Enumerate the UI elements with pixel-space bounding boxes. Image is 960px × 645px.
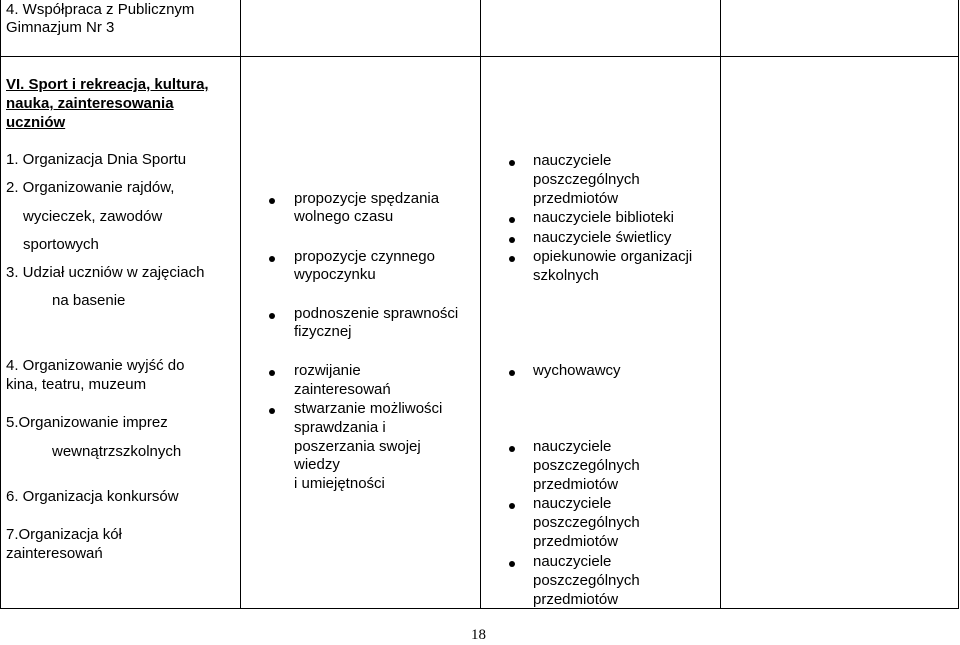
list-item: wewnątrzszkolnych (52, 443, 182, 460)
bullet-text: opiekunowie organizacji (533, 248, 693, 265)
bullet-icon (269, 313, 275, 319)
column-divider-3 (720, 0, 721, 609)
bullet-text: poszczególnych (533, 572, 640, 589)
row-divider (0, 56, 958, 57)
list-item: 7.Organizacja kół (6, 526, 122, 543)
bullet-text: wiedzy (294, 456, 340, 473)
bullet-text: przedmiotów (533, 190, 619, 207)
table-border-bottom (0, 608, 958, 609)
bullet-icon (509, 237, 515, 243)
column-divider-1 (240, 0, 241, 609)
bullet-text: sprawdzania i (294, 419, 386, 436)
column-divider-2 (480, 0, 481, 609)
list-item: 1. Organizacja Dnia Sportu (6, 151, 187, 168)
bullet-icon (509, 503, 515, 509)
bullet-text: rozwijanie (294, 362, 361, 379)
bullet-text: propozycje spędzania (294, 190, 440, 207)
list-item: 4. Organizowanie wyjść do (6, 357, 185, 374)
list-item: wycieczek, zawodów (23, 208, 163, 225)
bullet-text: poszczególnych (533, 171, 640, 188)
bullet-text: nauczyciele (533, 495, 612, 512)
bullet-text: wypoczynku (294, 266, 376, 283)
bullet-text: poszczególnych (533, 457, 640, 474)
bullet-text: przedmiotów (533, 533, 619, 550)
bullet-text: nauczyciele (533, 152, 612, 169)
table-border-right (958, 0, 959, 609)
bullet-text: wychowawcy (533, 362, 621, 379)
bullet-icon (509, 370, 515, 376)
list-item: kina, teatru, muzeum (6, 376, 147, 393)
bullet-icon (269, 370, 275, 376)
cell-text: Gimnazjum Nr 3 (6, 19, 115, 36)
bullet-icon (269, 256, 275, 262)
list-item: 2. Organizowanie rajdów, (6, 179, 175, 196)
bullet-icon (269, 198, 275, 204)
list-item: 6. Organizacja konkursów (6, 488, 179, 505)
bullet-text: nauczyciele (533, 438, 612, 455)
bullet-text: fizycznej (294, 323, 352, 340)
section-heading: uczniów (6, 114, 66, 131)
bullet-text: zainteresowań (294, 381, 391, 398)
bullet-icon (509, 446, 515, 452)
list-item: 3. Udział uczniów w zajęciach (6, 264, 205, 281)
page-number: 18 (471, 627, 486, 643)
bullet-text: stwarzanie możliwości (294, 400, 443, 417)
bullet-text: poszerzania swojej (294, 438, 421, 455)
bullet-text: wolnego czasu (294, 208, 394, 225)
list-item: sportowych (23, 236, 99, 253)
section-heading: nauka, zainteresowania (6, 95, 174, 112)
cell-text: 4. Współpraca z Publicznym (6, 1, 195, 18)
section-heading: VI. Sport i rekreacja, kultura, (6, 76, 209, 93)
bullet-text: poszczególnych (533, 514, 640, 531)
list-item: 5.Organizowanie imprez (6, 414, 168, 431)
bullet-icon (269, 408, 275, 414)
bullet-text: propozycje czynnego (294, 248, 435, 265)
bullet-icon (509, 256, 515, 262)
bullet-text: i umiejętności (294, 475, 385, 492)
bullet-text: nauczyciele biblioteki (533, 209, 674, 226)
table-border-left (0, 0, 1, 609)
bullet-text: szkolnych (533, 267, 599, 284)
bullet-text: podnoszenie sprawności (294, 305, 459, 322)
bullet-text: nauczyciele (533, 553, 612, 570)
list-item: zainteresowań (6, 545, 103, 562)
bullet-icon (509, 160, 515, 166)
bullet-icon (509, 561, 515, 567)
list-item: na basenie (52, 292, 126, 309)
bullet-text: przedmiotów (533, 591, 619, 608)
bullet-text: przedmiotów (533, 476, 619, 493)
bullet-icon (509, 217, 515, 223)
bullet-text: nauczyciele świetlicy (533, 229, 672, 246)
